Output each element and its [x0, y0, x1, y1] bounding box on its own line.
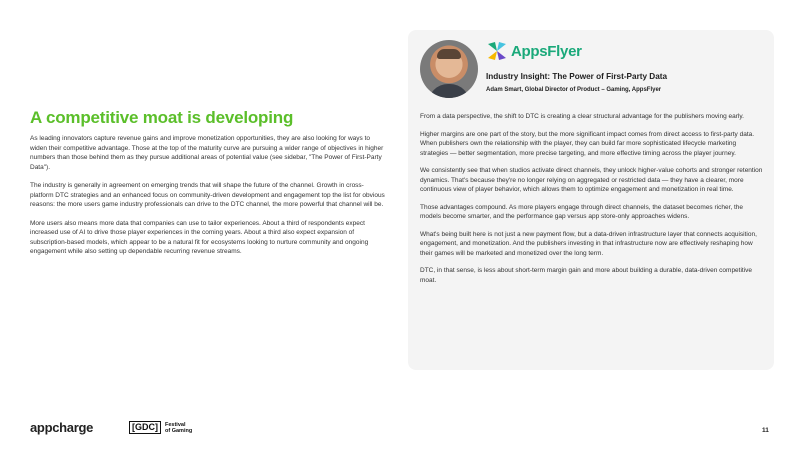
appsflyer-wing-icon — [486, 40, 508, 62]
appsflyer-logo-text: AppsFlyer — [511, 42, 582, 60]
sidebar-title: Industry Insight: The Power of First-Party Data — [486, 72, 668, 81]
appsflyer-logo — [486, 40, 582, 62]
article-paragraph-1: As leading innovators capture revenue gains and improve monetization opportunities, they are also looking for ways to widen their competitive advantage. Those at the top of the maturity curve are pursuing a wider range of objectives in higher numbers than those behind them as they pursue additional areas of potential value (see sidebar, "The Power of First-Party Data"). — [30, 135, 384, 171]
sidebar-paragraph-2: Higher margins are one part of the story, but the more significant impact comes from direct access to first-party data. When publishers own the relationship with the player, they can build far more sophisticated lifecycle marketing strategies — better segmentation, more precise targeting, and more effective timing across the player journey. — [420, 130, 755, 157]
main-article — [30, 108, 386, 266]
section-heading: A competitive moat is developing — [30, 108, 294, 127]
sidebar-body — [420, 112, 765, 293]
page-number: 11 — [762, 427, 769, 434]
sidebar-author: Adam Smart, Global Director of Product – Gaming, AppsFlyer — [486, 87, 662, 93]
article-paragraph-2: The industry is generally in agreement on emerging trends that will shape the future of the channel. Growth in cross-platform DTC strategies and an enhanced focus on community-driven development and engagement top the list for obvious reasons: the more users game industry professionals can drive to the DTC channel, the more powerful that channel will be. — [30, 182, 385, 208]
article-paragraph-3: More users also means more data that companies can use to tailor experiences. About a third of respondents expect increased use of AI to drive those player experiences in the coming years. About a third also expect expansion of subscription-based models, which appear to be a natural fit for ecosystems looking to nurture community and ongoing engagement while also setting up dependable recurring revenue streams. — [30, 219, 369, 255]
sidebar-paragraph-1: From a data perspective, the shift to DTC is creating a clear structural advantage for the publishers moving early. — [420, 113, 744, 120]
sidebar-paragraph-5: What's being built here is not just a new payment flow, but a data-driven infrastructure layer that connects acquisition, engagement, and monetization. And the publishers investing in that infrastructure now are effectively reshaping how their games will be marketed and monetized over the long term. — [420, 230, 757, 257]
sidebar-paragraph-6: DTC, in that sense, is less about short-term margin gain and more about building a durable, data-driven competitive moat. — [420, 267, 753, 284]
sidebar-paragraph-3: We consistently see that when studios activate direct channels, they unlock higher-value cohorts and stronger retention dynamics. That's because they're no longer relying on aggregated or restricted data — they have a clearer, more continuous view of player behavior, which allows them to optimize engagement and monetization in real time. — [420, 167, 763, 193]
sidebar-paragraph-4: Those advantages compound. As more players engage through direct channels, the dataset becomes richer, the models become smarter, and the performance gap versus app store-only approaches widens. — [420, 203, 744, 220]
gdc-mark: [GDC] — [129, 421, 161, 434]
appcharge-logo: appcharge — [30, 420, 94, 435]
gdc-festival-logo — [129, 421, 192, 434]
industry-insight-sidebar — [408, 30, 774, 370]
gdc-text-line-2: of Gaming — [165, 427, 193, 434]
gdc-text-line-1: Festival — [165, 421, 186, 428]
gdc-festival-text — [165, 422, 192, 434]
author-avatar — [420, 40, 478, 98]
